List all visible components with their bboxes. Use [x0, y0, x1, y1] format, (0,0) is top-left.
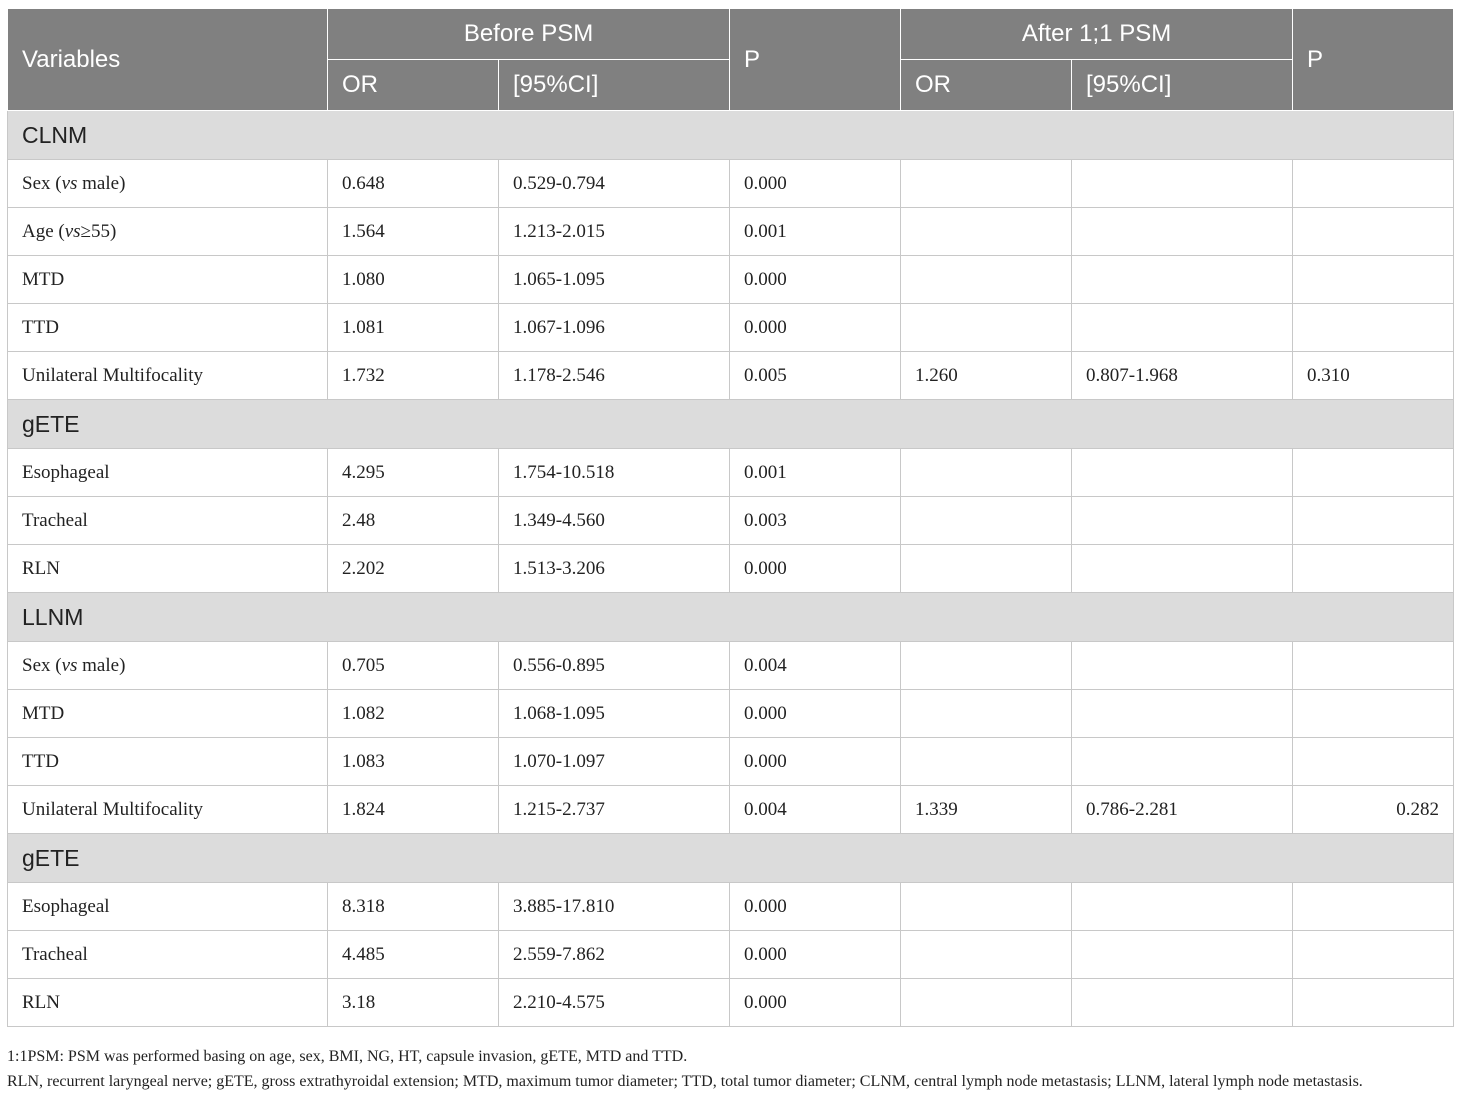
variable-italic: vs: [64, 220, 81, 242]
p-after-cell: [1293, 979, 1454, 1027]
p-after-cell: [1293, 738, 1454, 786]
or-after-cell: [901, 883, 1072, 931]
p-before-cell: 0.000: [730, 160, 901, 208]
variable-prefix: MTD: [22, 702, 65, 724]
variable-cell: [8, 545, 328, 593]
or-before-cell: 8.318: [328, 883, 499, 931]
variable-cell: [8, 497, 328, 545]
or-before-cell: 1.080: [328, 256, 499, 304]
variable-cell: [8, 642, 328, 690]
variable-prefix: Tracheal: [22, 509, 88, 531]
or-before-cell: 1.081: [328, 304, 499, 352]
variable-suffix: ≥55): [80, 220, 117, 242]
or-after-cell: [901, 449, 1072, 497]
section-header-row: [8, 400, 1454, 449]
table-row: [8, 304, 1454, 352]
ci-after-cell: [1072, 979, 1293, 1027]
variable-prefix: Age (: [22, 220, 65, 242]
or-after-cell: 1.260: [901, 352, 1072, 400]
ci-before-cell: 1.070-1.097: [499, 738, 730, 786]
or-before-cell: 1.732: [328, 352, 499, 400]
ci-before-cell: 3.885-17.810: [499, 883, 730, 931]
header-or-before: OR: [328, 60, 499, 111]
ci-after-cell: [1072, 160, 1293, 208]
p-before-cell: 0.000: [730, 256, 901, 304]
ci-before-cell: 2.559-7.862: [499, 931, 730, 979]
variable-prefix: Esophageal: [22, 461, 110, 483]
or-before-cell: 1.824: [328, 786, 499, 834]
p-after-cell: [1293, 208, 1454, 256]
or-after-cell: [901, 160, 1072, 208]
p-after-cell: 0.282: [1293, 786, 1454, 834]
variable-cell: [8, 256, 328, 304]
p-before-cell: 0.000: [730, 979, 901, 1027]
p-after-cell: [1293, 545, 1454, 593]
variable-cell: [8, 979, 328, 1027]
or-after-cell: [901, 545, 1072, 593]
ci-after-cell: [1072, 642, 1293, 690]
p-after-cell: [1293, 690, 1454, 738]
header-p-after: P: [1293, 9, 1454, 111]
or-before-cell: 1.082: [328, 690, 499, 738]
variable-cell: [8, 738, 328, 786]
or-after-cell: 1.339: [901, 786, 1072, 834]
p-after-cell: [1293, 642, 1454, 690]
p-before-cell: 0.005: [730, 352, 901, 400]
variable-cell: [8, 160, 328, 208]
table-row: [8, 545, 1454, 593]
p-before-cell: 0.000: [730, 931, 901, 979]
ci-before-cell: 0.529-0.794: [499, 160, 730, 208]
section-title: gETE: [8, 400, 1454, 449]
ci-after-cell: [1072, 304, 1293, 352]
variable-prefix: TTD: [22, 750, 59, 772]
or-before-cell: 4.295: [328, 449, 499, 497]
table-header: [8, 9, 1454, 111]
or-after-cell: [901, 497, 1072, 545]
variable-prefix: Esophageal: [22, 895, 110, 917]
p-before-cell: 0.000: [730, 883, 901, 931]
ci-before-cell: 1.178-2.546: [499, 352, 730, 400]
variable-suffix: male): [77, 172, 126, 194]
variable-cell: [8, 304, 328, 352]
section-header-row: [8, 111, 1454, 160]
variable-prefix: Unilateral Multifocality: [22, 798, 203, 820]
variable-italic: vs: [61, 172, 78, 194]
section-title: gETE: [8, 834, 1454, 883]
ci-after-cell: [1072, 738, 1293, 786]
table-row: [8, 160, 1454, 208]
ci-before-cell: 1.513-3.206: [499, 545, 730, 593]
p-after-cell: [1293, 931, 1454, 979]
table-row: [8, 738, 1454, 786]
header-variables: Variables: [8, 9, 328, 111]
footnotes: [7, 1044, 1453, 1094]
variable-cell: [8, 883, 328, 931]
variable-prefix: TTD: [22, 316, 59, 338]
p-after-cell: [1293, 304, 1454, 352]
variable-prefix: RLN: [22, 557, 60, 579]
table-row: [8, 497, 1454, 545]
p-before-cell: 0.000: [730, 545, 901, 593]
table-row: [8, 690, 1454, 738]
ci-after-cell: [1072, 256, 1293, 304]
variable-prefix: Sex (: [22, 172, 62, 194]
variable-prefix: MTD: [22, 268, 65, 290]
ci-before-cell: 2.210-4.575: [499, 979, 730, 1027]
variable-cell: [8, 786, 328, 834]
variable-prefix: Tracheal: [22, 943, 88, 965]
variable-prefix: RLN: [22, 991, 60, 1013]
variable-cell: [8, 931, 328, 979]
table-row: [8, 931, 1454, 979]
or-before-cell: 2.48: [328, 497, 499, 545]
or-before-cell: 0.705: [328, 642, 499, 690]
or-before-cell: 0.648: [328, 160, 499, 208]
or-after-cell: [901, 208, 1072, 256]
ci-after-cell: [1072, 208, 1293, 256]
section-title: LLNM: [8, 593, 1454, 642]
p-after-cell: [1293, 883, 1454, 931]
ci-before-cell: 1.213-2.015: [499, 208, 730, 256]
table-row: [8, 208, 1454, 256]
p-before-cell: 0.004: [730, 786, 901, 834]
header-or-after: OR: [901, 60, 1072, 111]
ci-before-cell: 1.068-1.095: [499, 690, 730, 738]
variable-suffix: male): [77, 654, 126, 676]
table-row: [8, 256, 1454, 304]
ci-after-cell: [1072, 690, 1293, 738]
footnote-abbreviations: RLN, recurrent laryngeal nerve; gETE, gross extrathyroidal extension; MTD, maximum tumor diameter; TTD, total tumor diameter; CLNM, central lymph node metastasis; LLNM, lateral lymph node metastasis.: [7, 1073, 1363, 1090]
or-before-cell: 1.083: [328, 738, 499, 786]
table-row: [8, 449, 1454, 497]
variable-prefix: Unilateral Multifocality: [22, 364, 203, 386]
p-before-cell: 0.000: [730, 738, 901, 786]
header-ci-before: [95%CI]: [499, 60, 730, 111]
ci-after-cell: [1072, 931, 1293, 979]
footnote-psm: 1:1PSM: PSM was performed basing on age, sex, BMI, NG, HT, capsule invasion, gETE, MTD and TTD.: [7, 1048, 688, 1065]
table-row: [8, 352, 1454, 400]
p-before-cell: 0.000: [730, 304, 901, 352]
p-before-cell: 0.000: [730, 690, 901, 738]
variable-prefix: Sex (: [22, 654, 62, 676]
ci-after-cell: [1072, 545, 1293, 593]
ci-before-cell: 1.754-10.518: [499, 449, 730, 497]
or-after-cell: [901, 931, 1072, 979]
variable-cell: [8, 449, 328, 497]
table-body: [8, 111, 1454, 1027]
p-before-cell: 0.004: [730, 642, 901, 690]
or-before-cell: 4.485: [328, 931, 499, 979]
table-container: [7, 8, 1453, 1027]
ci-before-cell: 0.556-0.895: [499, 642, 730, 690]
table-row: [8, 883, 1454, 931]
variable-italic: vs: [61, 654, 78, 676]
ci-before-cell: 1.215-2.737: [499, 786, 730, 834]
variable-cell: [8, 690, 328, 738]
header-p-before: P: [730, 9, 901, 111]
p-after-cell: [1293, 449, 1454, 497]
ci-after-cell: [1072, 449, 1293, 497]
or-after-cell: [901, 690, 1072, 738]
or-after-cell: [901, 738, 1072, 786]
header-before-psm: Before PSM: [328, 9, 730, 60]
p-after-cell: [1293, 497, 1454, 545]
or-after-cell: [901, 979, 1072, 1027]
ci-before-cell: 1.065-1.095: [499, 256, 730, 304]
section-header-row: [8, 593, 1454, 642]
ci-after-cell: [1072, 497, 1293, 545]
section-header-row: [8, 834, 1454, 883]
p-before-cell: 0.001: [730, 208, 901, 256]
section-title: CLNM: [8, 111, 1454, 160]
header-after-psm: After 1;1 PSM: [901, 9, 1293, 60]
p-before-cell: 0.003: [730, 497, 901, 545]
table-row: [8, 642, 1454, 690]
or-after-cell: [901, 256, 1072, 304]
table-row: [8, 979, 1454, 1027]
or-before-cell: 1.564: [328, 208, 499, 256]
p-after-cell: [1293, 160, 1454, 208]
or-after-cell: [901, 304, 1072, 352]
header-ci-after: [95%CI]: [1072, 60, 1293, 111]
p-after-cell: [1293, 256, 1454, 304]
variable-cell: [8, 352, 328, 400]
variable-cell: [8, 208, 328, 256]
ci-before-cell: 1.067-1.096: [499, 304, 730, 352]
ci-after-cell: [1072, 883, 1293, 931]
ci-before-cell: 1.349-4.560: [499, 497, 730, 545]
p-before-cell: 0.001: [730, 449, 901, 497]
table-row: [8, 786, 1454, 834]
or-before-cell: 2.202: [328, 545, 499, 593]
ci-after-cell: 0.807-1.968: [1072, 352, 1293, 400]
p-after-cell: 0.310: [1293, 352, 1454, 400]
or-after-cell: [901, 642, 1072, 690]
results-table: [7, 8, 1454, 1027]
ci-after-cell: 0.786-2.281: [1072, 786, 1293, 834]
or-before-cell: 3.18: [328, 979, 499, 1027]
